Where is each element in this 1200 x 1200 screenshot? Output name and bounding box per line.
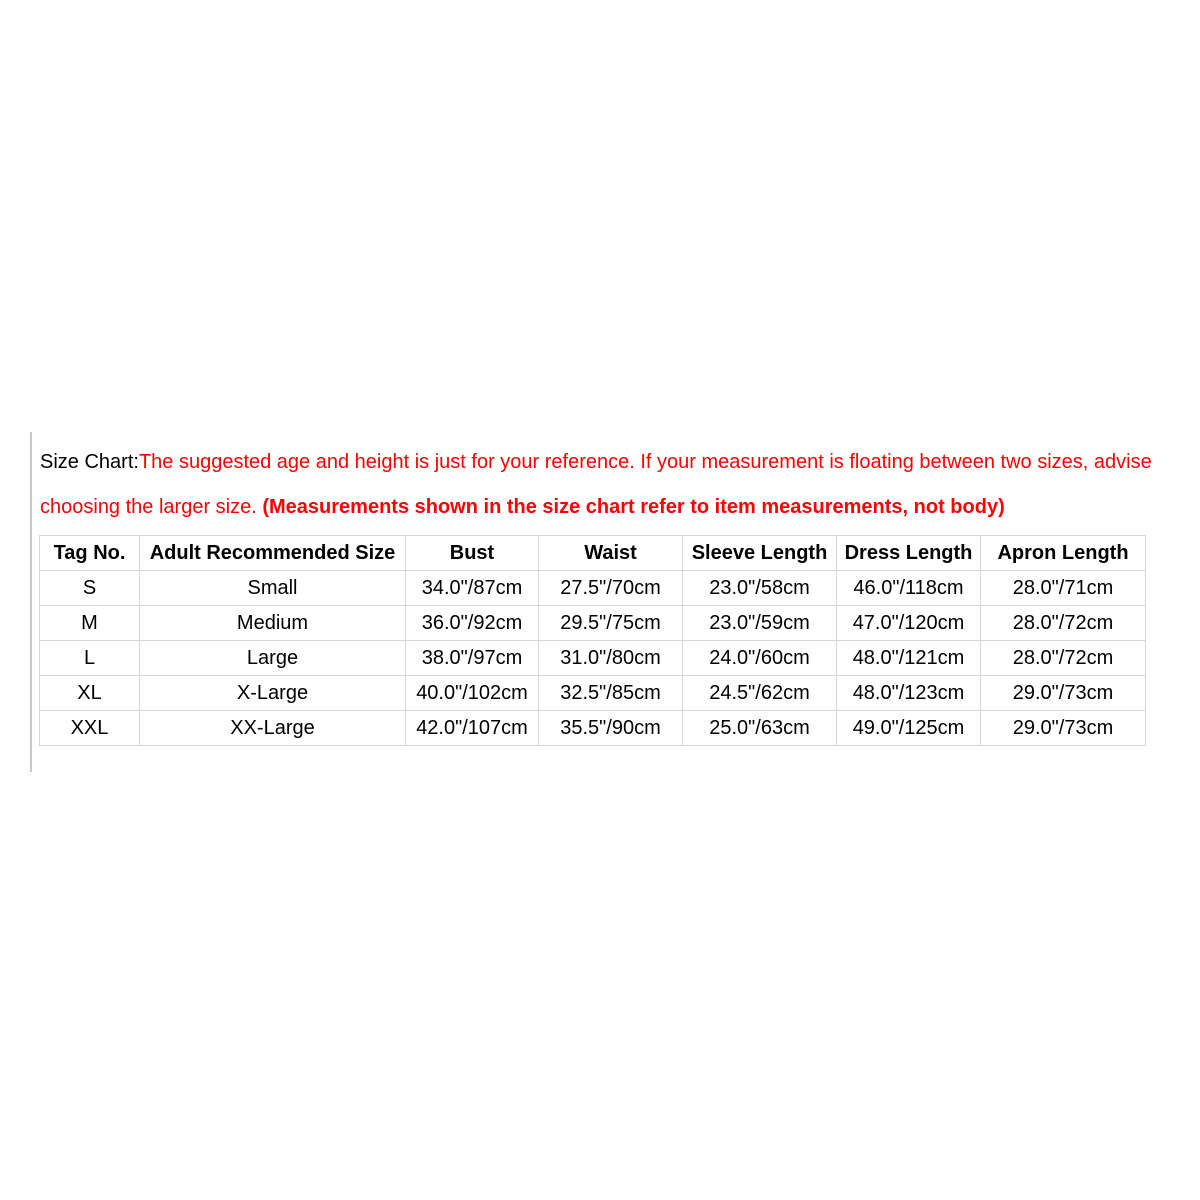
cell-tag-no: S — [40, 571, 140, 606]
table-row — [40, 571, 1146, 606]
cell-tag-no: XXL — [40, 711, 140, 746]
table-row — [40, 641, 1146, 676]
header-apron-length: Apron Length — [981, 536, 1146, 571]
cell-bust: 36.0"/92cm — [406, 606, 539, 641]
cell-bust: 38.0"/97cm — [406, 641, 539, 676]
cell-tag-no: L — [40, 641, 140, 676]
cell-waist: 27.5"/70cm — [539, 571, 683, 606]
cell-apron-length: 29.0"/73cm — [981, 676, 1146, 711]
cell-tag-no: M — [40, 606, 140, 641]
cell-tag-no: XL — [40, 676, 140, 711]
header-adult-recommended-size: Adult Recommended Size — [140, 536, 406, 571]
cell-waist: 35.5"/90cm — [539, 711, 683, 746]
header-tag-no: Tag No. — [40, 536, 140, 571]
cell-waist: 32.5"/85cm — [539, 676, 683, 711]
cell-bust: 40.0"/102cm — [406, 676, 539, 711]
header-waist: Waist — [539, 536, 683, 571]
cell-apron-length: 28.0"/72cm — [981, 641, 1146, 676]
header-sleeve-length: Sleeve Length — [683, 536, 837, 571]
size-chart-intro — [40, 440, 1160, 530]
left-divider — [30, 432, 32, 772]
cell-apron-length: 28.0"/71cm — [981, 571, 1146, 606]
cell-adult-size: Medium — [140, 606, 406, 641]
cell-apron-length: 28.0"/72cm — [981, 606, 1146, 641]
cell-sleeve-length: 25.0"/63cm — [683, 711, 837, 746]
cell-dress-length: 47.0"/120cm — [837, 606, 981, 641]
cell-sleeve-length: 23.0"/58cm — [683, 571, 837, 606]
cell-dress-length: 46.0"/118cm — [837, 571, 981, 606]
header-dress-length: Dress Length — [837, 536, 981, 571]
table-row — [40, 711, 1146, 746]
cell-adult-size: X-Large — [140, 676, 406, 711]
header-bust: Bust — [406, 536, 539, 571]
cell-dress-length: 49.0"/125cm — [837, 711, 981, 746]
size-chart-label: Size Chart: — [40, 451, 139, 473]
cell-sleeve-length: 23.0"/59cm — [683, 606, 837, 641]
cell-dress-length: 48.0"/121cm — [837, 641, 981, 676]
table-header-row — [40, 536, 1146, 571]
cell-sleeve-length: 24.0"/60cm — [683, 641, 837, 676]
cell-sleeve-length: 24.5"/62cm — [683, 676, 837, 711]
cell-dress-length: 48.0"/123cm — [837, 676, 981, 711]
size-table — [39, 535, 1146, 746]
cell-bust: 34.0"/87cm — [406, 571, 539, 606]
measurement-note: (Measurements shown in the size chart refer to item measurements, not body) — [262, 496, 1005, 518]
cell-adult-size: XX-Large — [140, 711, 406, 746]
table-row — [40, 606, 1146, 641]
reference-note: The suggested age and height is just for your reference. If your measurement is floating between two sizes, advise choosing the larger size. — [40, 451, 1152, 518]
cell-apron-length: 29.0"/73cm — [981, 711, 1146, 746]
cell-bust: 42.0"/107cm — [406, 711, 539, 746]
cell-adult-size: Small — [140, 571, 406, 606]
cell-waist: 31.0"/80cm — [539, 641, 683, 676]
table-row — [40, 676, 1146, 711]
cell-adult-size: Large — [140, 641, 406, 676]
cell-waist: 29.5"/75cm — [539, 606, 683, 641]
